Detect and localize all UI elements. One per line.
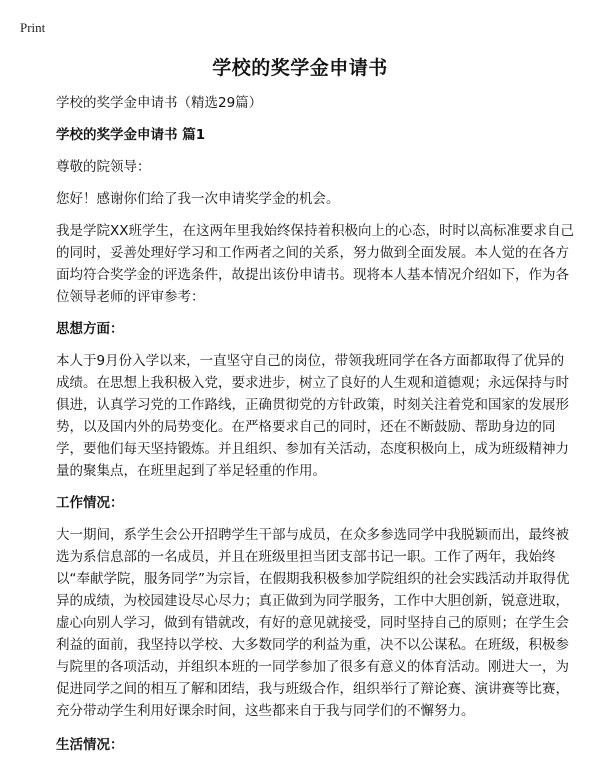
document-body	[56, 92, 576, 766]
section-heading-thought: 思想方面：	[56, 321, 124, 337]
intro-paragraph: 我是学院XX班学生，在这两年里我始终保持着积极向上的心态，时时以高标准要求自己的同时，妥善处理好学习和工作两者之间的关系，努力做到全面发展。本人觉的在各方面均符合奖学金的评选条件，故提出该份申请书。现将本人基本情况介绍如下，作为各位领导老师的评审参考：	[56, 223, 574, 305]
section-body-thought: 本人于9月份入学以来，一直坚守自己的岗位，带领我班同学在各方面都取得了优异的成绩。在思想上我积极入党，要求进步，树立了良好的人生观和道德观；永远保持与时俱进，认真学习党的工作路线，正确贯彻党的方针政策，时刻关注着党和国家的发展形势，以及国内外的局势变化。在严格要求自己的同时，还在不断鼓励、帮助身边的同学，要他们每天坚持锻炼。并且组织、参加有关活动，态度积极向上，成为班级精神力量的聚集点，在班里起到了举足轻重的作用。	[56, 353, 569, 479]
greeting-paragraph: 您好！感谢你们给了我一次申请奖学金的机会。	[56, 191, 340, 207]
section-body-work: 大一期间，系学生会公开招聘学生干部与成员，在众多参选同学中我脱颖而出，最终被选为系信息部的一名成员，并且在班级里担当团支部书记一职。工作了两年，我始终以“奉献学院，服务同学”为宗旨，在假期我积极参加学院组织的社会实践活动并取得优异的成绩，为校园建设尽心尽力；真正做到为同学服务，工作中大胆创新，锐意进取，虚心向别人学习，做到有错就改，有好的意见就接受，同时坚持自己的原则；在学生会利益的面前，我坚持以学校、大多数同学的利益为重，决不以公谋私。在班级，积极参与院里的各项活动，并组织本班的一同学参加了很多有意义的体育活动。刚进大一，为促进同学之间的相互了解和团结，我与班级合作，组织举行了辩论赛、演讲赛等比赛，充分带动学生利用好课余时间，这些都来自于我与同学们的不懈努力。	[56, 527, 570, 719]
article-heading: 学校的奖学金申请书 篇1	[56, 127, 206, 143]
page-title: 学校的奖学金申请书	[212, 57, 388, 79]
section-heading-life: 生活情况：	[56, 737, 124, 753]
print-link[interactable]: Print	[20, 20, 46, 35]
salutation: 尊敬的院领导：	[56, 159, 151, 175]
section-heading-work: 工作情况：	[56, 495, 124, 511]
document-subtitle: 学校的奖学金申请书（精选29篇）	[56, 95, 263, 111]
